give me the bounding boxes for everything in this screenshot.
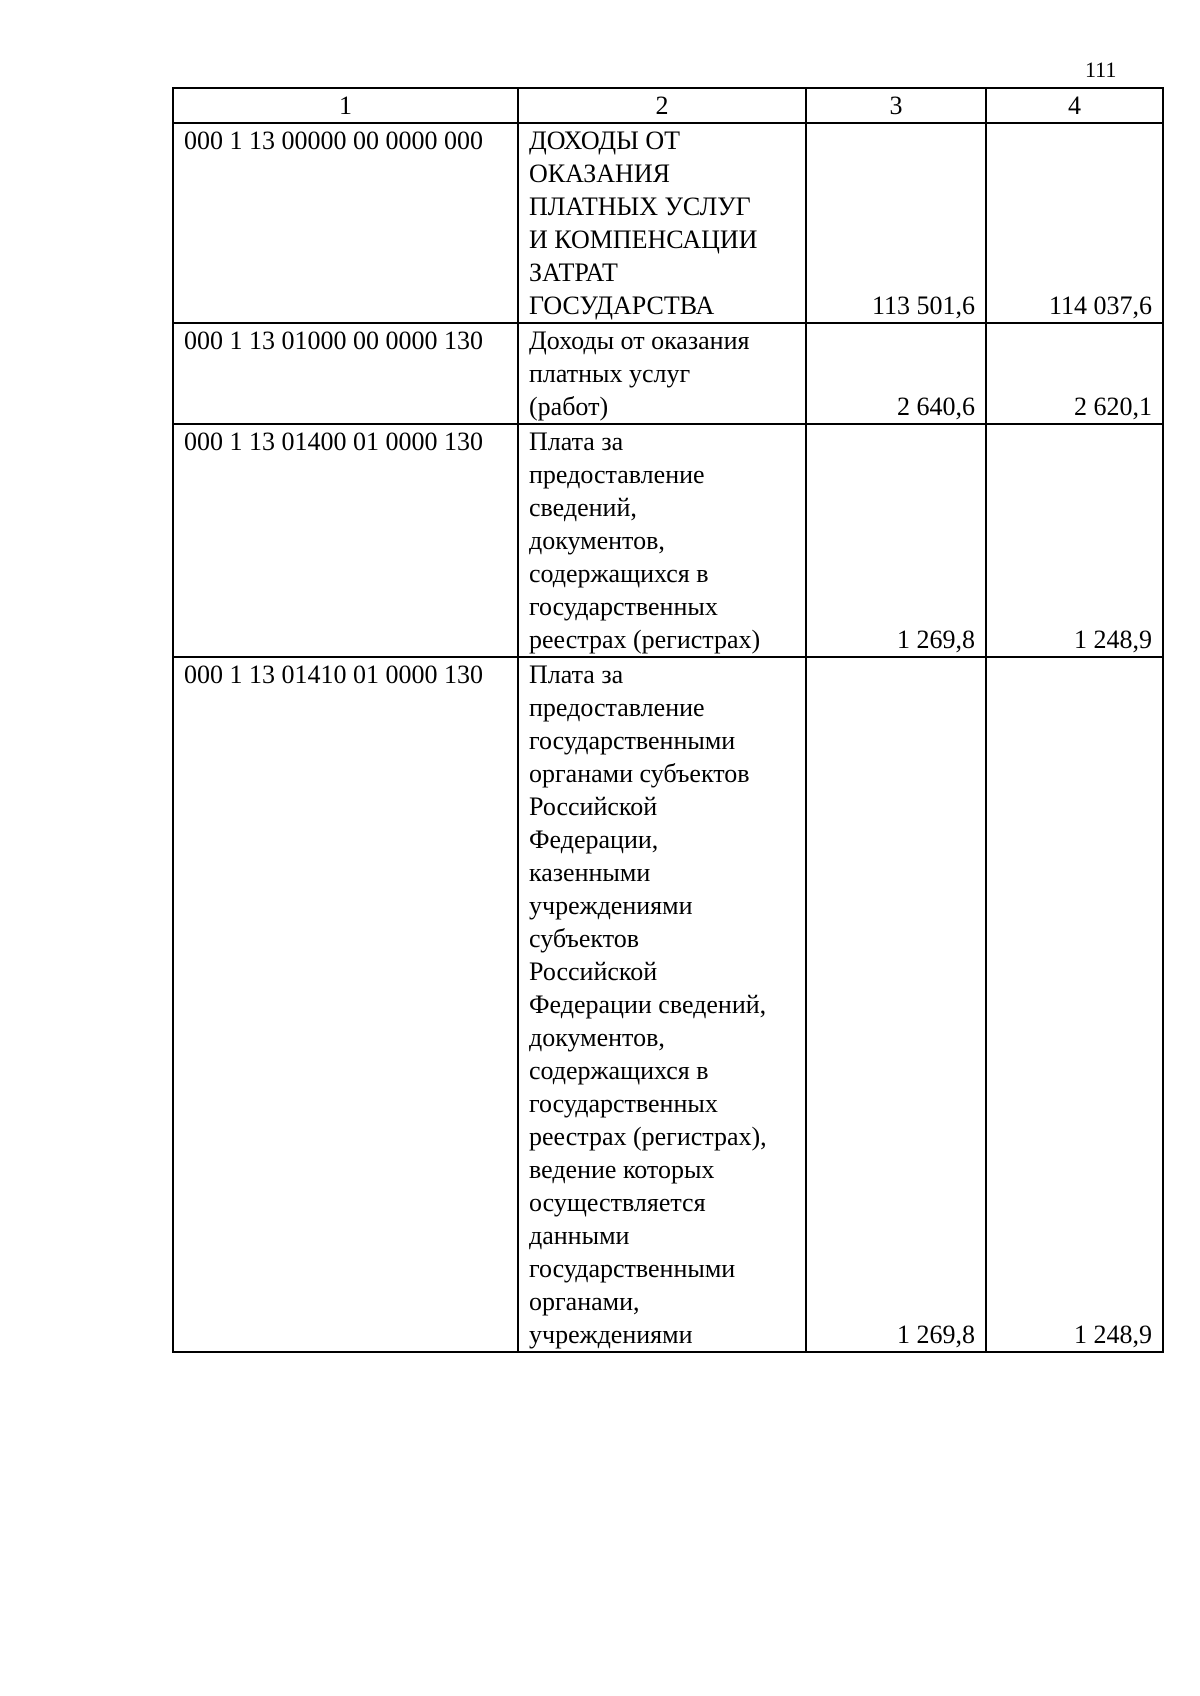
revenue-name: Плата за предоставление сведений, документов, содержащихся в государственных реестрах (регистрах) [518,424,806,657]
revenue-name: Плата за предоставление государственными органами субъектов Российской Федерации, казенными учреждениями субъектов Российской Федерации сведений, документов, содержащихся в государственных реестрах (регистрах), ведение которых осуществляется данными государственными органами, учреждениями [518,657,806,1352]
amount-column-4: 114 037,6 [986,123,1163,323]
page-number: 111 [1085,57,1117,82]
budget-revenue-table [172,87,1164,1353]
amount-column-3: 1 269,8 [806,424,986,657]
table-row [173,323,1163,424]
classification-code: 000 1 13 01400 01 0000 130 [173,424,518,657]
column-header-4: 4 [986,88,1163,123]
classification-code: 000 1 13 00000 00 0000 000 [173,123,518,323]
classification-code: 000 1 13 01000 00 0000 130 [173,323,518,424]
column-header-3: 3 [806,88,986,123]
classification-code: 000 1 13 01410 01 0000 130 [173,657,518,1352]
column-header-2: 2 [518,88,806,123]
amount-column-4: 2 620,1 [986,323,1163,424]
table-row [173,123,1163,323]
table-row [173,424,1163,657]
amount-column-3: 2 640,6 [806,323,986,424]
amount-column-4: 1 248,9 [986,424,1163,657]
revenue-name: Доходы от оказания платных услуг (работ) [518,323,806,424]
column-header-1: 1 [173,88,518,123]
amount-column-3: 113 501,6 [806,123,986,323]
table-row [173,657,1163,1352]
revenue-name: ДОХОДЫ ОТ ОКАЗАНИЯ ПЛАТНЫХ УСЛУГ И КОМПЕНСАЦИИ ЗАТРАТ ГОСУДАРСТВА [518,123,806,323]
amount-column-4: 1 248,9 [986,657,1163,1352]
amount-column-3: 1 269,8 [806,657,986,1352]
table-header-row [173,88,1163,123]
